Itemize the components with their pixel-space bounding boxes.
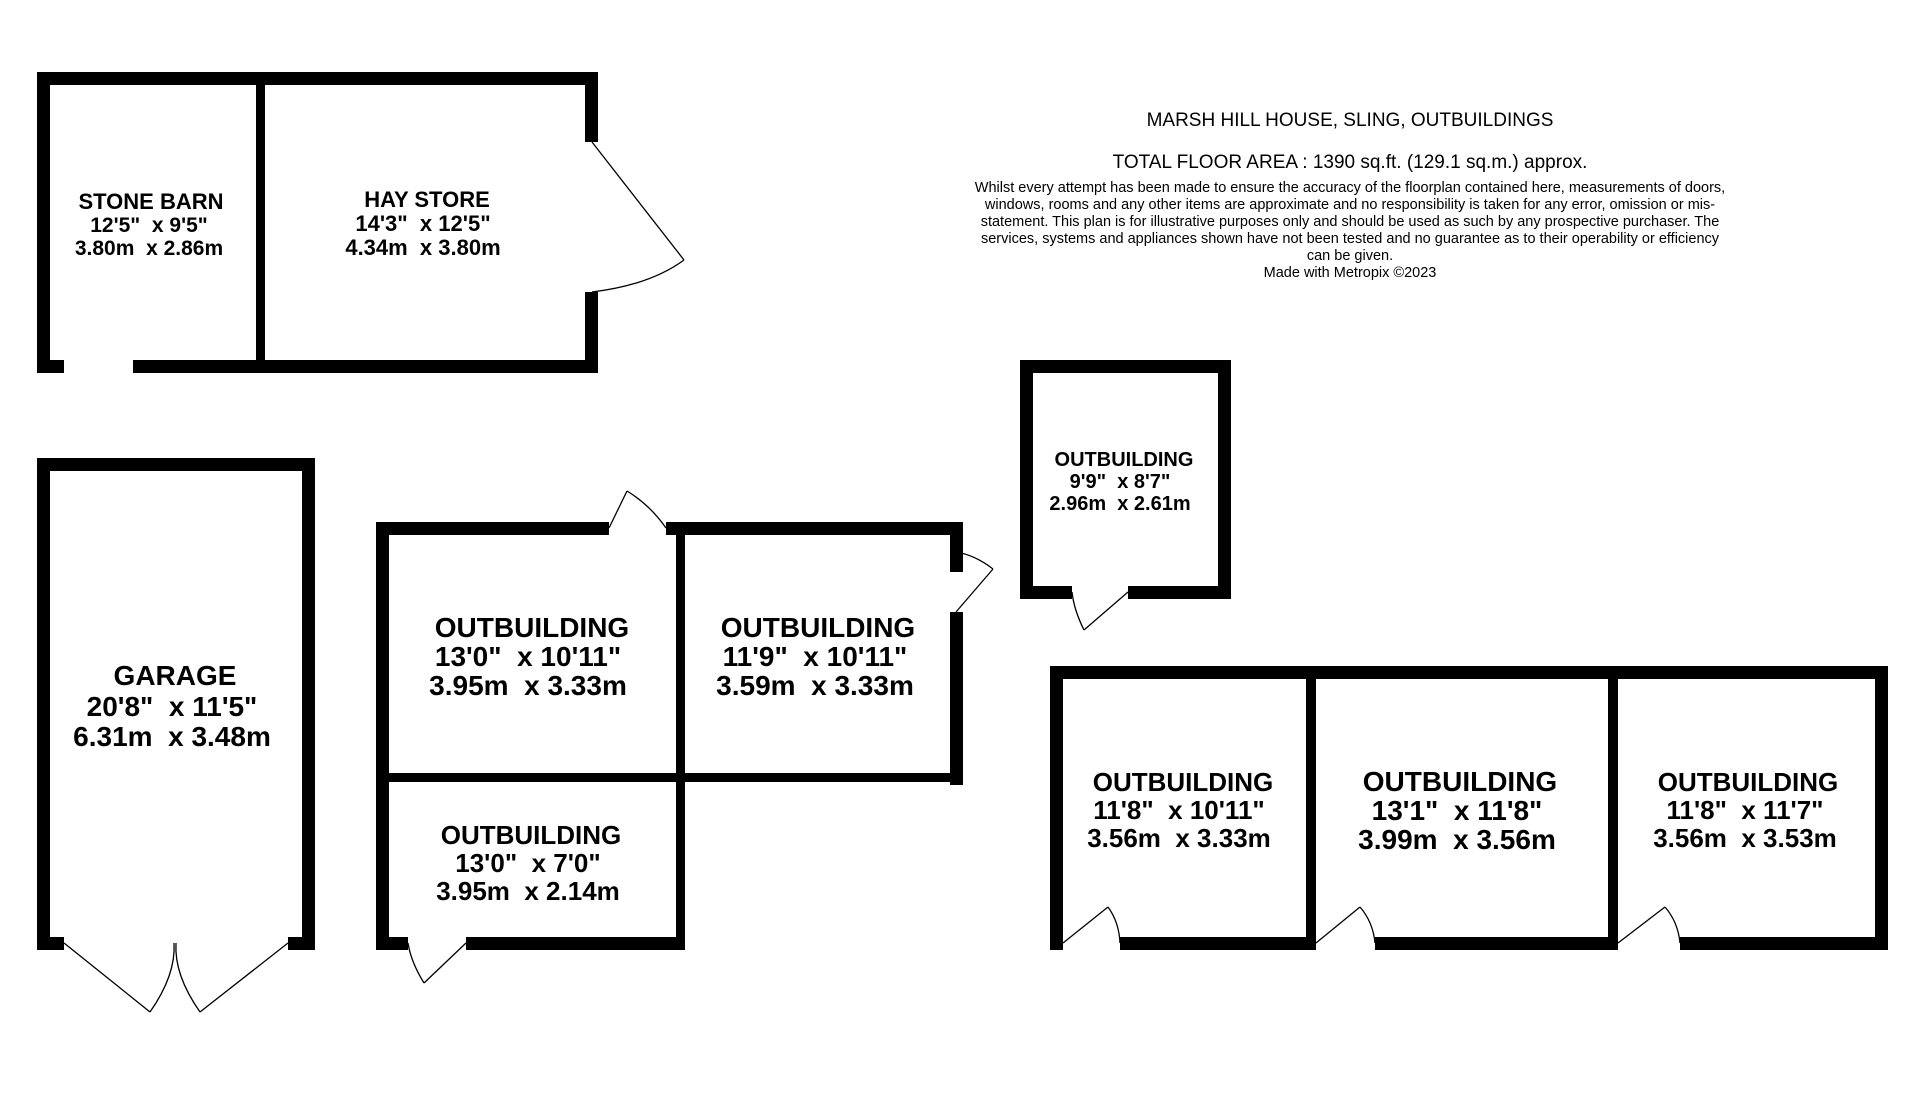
wall bbox=[466, 937, 685, 950]
room-name: STONE BARN bbox=[78, 189, 224, 214]
room-dimensions-metric: 3.99m x 3.56m bbox=[1358, 824, 1556, 855]
room-dimensions-imperial: 11'8" x 11'7" bbox=[1666, 795, 1824, 825]
room-name: OUTBUILDING bbox=[1092, 767, 1274, 797]
wall bbox=[256, 72, 265, 372]
wall bbox=[1875, 666, 1888, 950]
wall bbox=[1306, 666, 1316, 950]
room-label-outbuilding-6 bbox=[1358, 766, 1557, 855]
room-dimensions-metric: 3.95m x 2.14m bbox=[436, 876, 620, 906]
room-dimensions-metric: 6.31m x 3.48m bbox=[73, 721, 271, 752]
room-dimensions-metric: 3.80m x 2.86m bbox=[74, 237, 224, 260]
door-leaf bbox=[956, 569, 993, 612]
door-leaf bbox=[1316, 907, 1360, 943]
room-label-outbuilding-2 bbox=[716, 612, 915, 701]
room-label-outbuilding-3 bbox=[436, 820, 621, 906]
wall bbox=[1218, 360, 1231, 598]
door-arc bbox=[592, 260, 684, 292]
room-dimensions-metric: 3.59m x 3.33m bbox=[716, 670, 914, 701]
wall bbox=[585, 292, 598, 373]
room-name: OUTBUILDING bbox=[1054, 449, 1194, 471]
wall bbox=[37, 72, 50, 372]
wall bbox=[1120, 937, 1316, 950]
wall bbox=[37, 72, 597, 85]
door-arc bbox=[627, 491, 666, 528]
door-arc bbox=[176, 943, 200, 1012]
room-dimensions-imperial: 11'9" x 10'11" bbox=[722, 641, 908, 672]
room-name: OUTBUILDING bbox=[1657, 767, 1839, 797]
door-leaf bbox=[1063, 907, 1108, 943]
wall bbox=[1375, 937, 1618, 950]
door-arc bbox=[1108, 907, 1120, 943]
wall bbox=[37, 937, 64, 950]
room-name: OUTBUILDING bbox=[434, 612, 630, 643]
wall bbox=[950, 612, 963, 785]
room-dimensions-metric: 3.56m x 3.53m bbox=[1653, 823, 1837, 853]
total-floor-area: TOTAL FLOOR AREA : 1390 sq.ft. (129.1 sq.m.) approx. bbox=[1112, 152, 1588, 173]
credit-text: Made with Metropix ©2023 bbox=[1263, 265, 1437, 281]
door-arc bbox=[1360, 907, 1375, 943]
wall bbox=[133, 360, 597, 373]
room-name: HAY STORE bbox=[364, 187, 490, 212]
wall bbox=[376, 522, 609, 535]
disclaimer-text: Whilst every attempt has been made to ensure the accuracy of the floorplan contained here, measurements of doors, windows, rooms and any other items are approximate and no responsibility is taken for any error, omission or mis-statement. This plan is for illustrative purposes only and should be used as such by any prospective purchaser. The services, systems and appliances shown have not been tested and no guarantee as to their operability or efficiency can be given. bbox=[974, 180, 1726, 264]
door-arc bbox=[1665, 907, 1680, 943]
wall bbox=[37, 360, 64, 373]
wall bbox=[376, 773, 963, 782]
room-dimensions-imperial: 12'5" x 9'5" bbox=[90, 214, 208, 237]
door-leaf bbox=[64, 943, 150, 1012]
room-dimensions-metric: 4.34m x 3.80m bbox=[345, 235, 501, 260]
room-dimensions-imperial: 14'3" x 12'5" bbox=[355, 211, 491, 236]
plan-info bbox=[900, 105, 1800, 282]
door-leaf bbox=[424, 943, 466, 983]
room-name: OUTBUILDING bbox=[440, 820, 622, 850]
room-dimensions-imperial: 13'1" x 11'8" bbox=[1371, 795, 1543, 826]
room-label-outbuilding-4 bbox=[1049, 449, 1193, 515]
room-dimensions-imperial: 13'0" x 7'0" bbox=[455, 848, 601, 878]
door-arc bbox=[150, 943, 174, 1012]
wall bbox=[1128, 586, 1231, 599]
wall bbox=[302, 458, 315, 950]
wall bbox=[37, 458, 315, 471]
wall bbox=[37, 458, 50, 950]
room-label-outbuilding-1 bbox=[429, 612, 629, 701]
door-leaf bbox=[1084, 592, 1128, 630]
wall bbox=[1050, 666, 1888, 679]
wall bbox=[1680, 937, 1888, 950]
wall bbox=[376, 522, 389, 950]
room-label-outbuilding-7 bbox=[1653, 767, 1838, 853]
room-dimensions-imperial: 11'8" x 10'11" bbox=[1093, 795, 1265, 825]
room-dimensions-metric: 3.95m x 3.33m bbox=[429, 670, 627, 701]
wall bbox=[1608, 666, 1618, 950]
wall bbox=[1050, 666, 1063, 950]
room-name: GARAGE bbox=[113, 660, 237, 691]
room-dimensions-imperial: 13'0" x 10'11" bbox=[434, 641, 622, 672]
wall bbox=[1020, 360, 1033, 598]
door-leaf bbox=[609, 491, 627, 528]
door-arc bbox=[408, 943, 424, 983]
room-dimensions-imperial: 9'9" x 8'7" bbox=[1069, 471, 1171, 493]
room-dimensions-metric: 2.96m x 2.61m bbox=[1049, 493, 1191, 515]
door-leaf bbox=[592, 142, 684, 260]
wall bbox=[950, 522, 963, 572]
door-leaf bbox=[200, 943, 288, 1012]
door-arc bbox=[1072, 592, 1084, 630]
room-label-hay-store bbox=[345, 187, 500, 260]
wall bbox=[666, 522, 963, 535]
door-leaf bbox=[1618, 907, 1665, 943]
wall bbox=[1050, 937, 1063, 950]
room-label-outbuilding-5 bbox=[1087, 767, 1273, 853]
room-dimensions-metric: 3.56m x 3.33m bbox=[1087, 823, 1271, 853]
room-label-stone-barn bbox=[75, 189, 224, 260]
room-name: OUTBUILDING bbox=[720, 612, 916, 643]
wall bbox=[376, 937, 408, 950]
central-outbuildings-block bbox=[376, 491, 993, 983]
room-name: OUTBUILDING bbox=[1362, 766, 1558, 797]
wall bbox=[585, 72, 598, 142]
wall bbox=[1020, 586, 1072, 599]
wall bbox=[288, 937, 315, 950]
wall bbox=[676, 522, 685, 950]
wall bbox=[1020, 360, 1231, 373]
room-dimensions-imperial: 20'8" x 11'5" bbox=[86, 691, 258, 722]
room-label-garage bbox=[73, 660, 271, 752]
plan-title: MARSH HILL HOUSE, SLING, OUTBUILDINGS bbox=[1146, 110, 1554, 131]
